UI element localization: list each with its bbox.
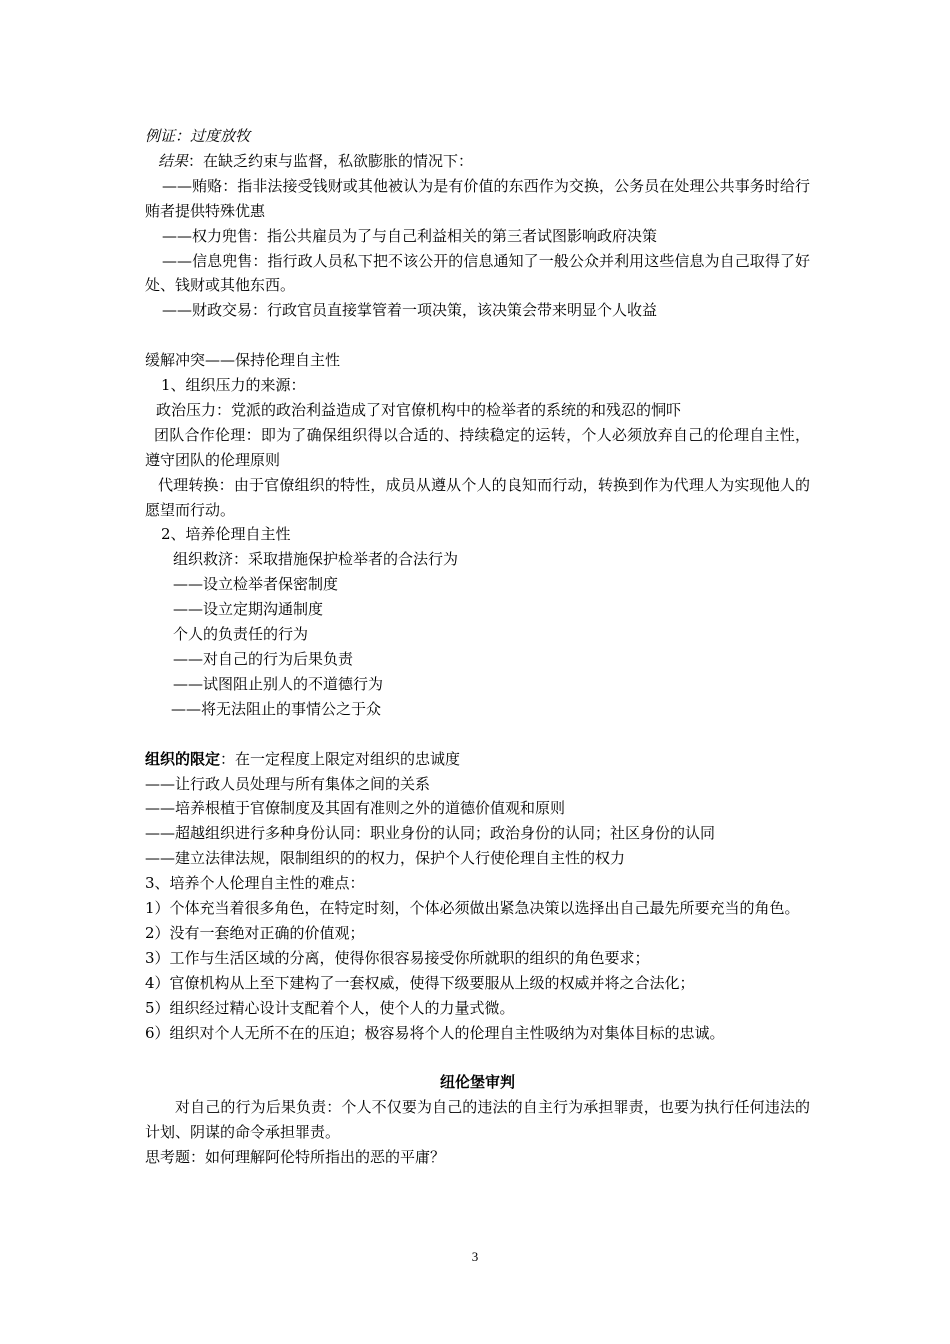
example-line: 例证：过度放牧 (145, 127, 251, 145)
difficulty-1: 1）个体充当着很多角色，在特定时刻，个体必须做出紧急决策以选择出自己最先所要充当的角色。 (145, 899, 800, 918)
bribery-item: ——贿赂：指非法接受钱财或其他被认为是有价值的东西作为交换，公务员在处理公共事务时给行贿者提供特殊优惠 (145, 176, 810, 220)
org-limit-text: ：在一定程度上限定对组织的忠诚度 (220, 749, 461, 768)
limit-item-3: ——超越组织进行多种身份认同：职业身份的认同；政治身份的认同；社区身份的认同 (145, 824, 716, 843)
whistleblower-item: ——设立检举者保密制度 (173, 575, 339, 594)
difficulty-6: 6）组织对个人无所不在的压迫；极容易将个人的伦理自主性吸纳为对集体目标的忠诚。 (145, 1023, 725, 1042)
spacer (145, 323, 810, 348)
responsibility-item: ——对自己的行为后果负责 (173, 650, 354, 669)
result-label: 结果 (158, 151, 189, 170)
thinking-question: 思考题：如何理解阿伦特所指出的恶的平庸？ (145, 1148, 446, 1167)
subheading-1: 1、组织压力的来源： (161, 376, 306, 395)
stop-item: ——试图阻止别人的不道德行为 (173, 674, 384, 693)
limit-item-4: ——建立法律法规，限制组织的的权力，保护个人行使伦理自主性的权力 (145, 849, 626, 868)
finance-deal-item: ——财政交易：行政官员直接掌管着一项决策，该决策会带来明显个人收益 (162, 301, 658, 320)
team-ethics: 团队合作伦理：即为了确保组织得以合适的、持续稳定的运转，个人必须放弃自己的伦理自主性，遵守团队的伦理原则 (145, 425, 810, 469)
difficulty-heading: 3、培养个人伦理自主性的难点： (145, 874, 365, 893)
difficulty-4: 4）官僚机构从上至下建构了一套权威，使得下级要服从上级的权威并将之合法化； (145, 973, 695, 992)
org-limit-line (145, 747, 810, 772)
limit-item-2: ——培养根植于官僚制度及其固有准则之外的道德价值观和原则 (145, 799, 566, 818)
section-title: 纽伦堡审判 (439, 1073, 515, 1092)
power-selling-item: ——权力兜售：指公共雇员为了与自己利益相关的第三者试图影响政府决策 (162, 226, 658, 245)
personal-responsibility: 个人的负责任的行为 (173, 625, 309, 644)
page-number: 3 (471, 1249, 479, 1264)
political-pressure: 政治压力：党派的政治利益造成了对官僚机构中的检举者的系统的和残忍的恫吓 (156, 400, 682, 419)
info-selling-item: ——信息兜售：指行政人员私下把不该公开的信息通知了一般公众并利用这些信息为自己取得了好处、钱财或其他东西。 (145, 251, 810, 295)
difficulty-3: 3）工作与生活区域的分离，使得你很容易接受你所就职的组织的角色要求； (145, 948, 650, 967)
agent-shift: 代理转换：由于官僚组织的特性，成员从遵从个人的良知而行动，转换到作为代理人为实现他人的愿望而行动。 (145, 475, 810, 519)
spacer (145, 1046, 810, 1071)
document-page (145, 124, 810, 1170)
public-item: ——将无法阻止的事情公之于众 (171, 699, 382, 718)
spacer (145, 722, 810, 747)
result-line (145, 149, 810, 174)
communication-item: ——设立定期沟通制度 (173, 600, 324, 619)
org-limit-label: 组织的限定 (145, 749, 221, 768)
subheading-2: 2、培养伦理自主性 (161, 525, 291, 544)
difficulty-5: 5）组织经过精心设计支配着个人，使个人的力量式微。 (145, 998, 515, 1017)
difficulty-2: 2）没有一套绝对正确的价值观； (145, 923, 365, 942)
section-heading: 缓解冲突——保持伦理自主性 (145, 351, 341, 370)
nuremberg-paragraph: 对自己的行为后果负责：个人不仅要为自己的违法的自主行为承担罪责，也要为执行任何违法的计划、阴谋的命令承担罪责。 (145, 1098, 810, 1142)
limit-item-1: ——让行政人员处理与所有集体之间的关系 (145, 774, 431, 793)
result-text: ：在缺乏约束与监督，私欲膨胀的情况下： (188, 151, 474, 170)
org-relief: 组织救济：采取措施保护检举者的合法行为 (173, 550, 459, 569)
